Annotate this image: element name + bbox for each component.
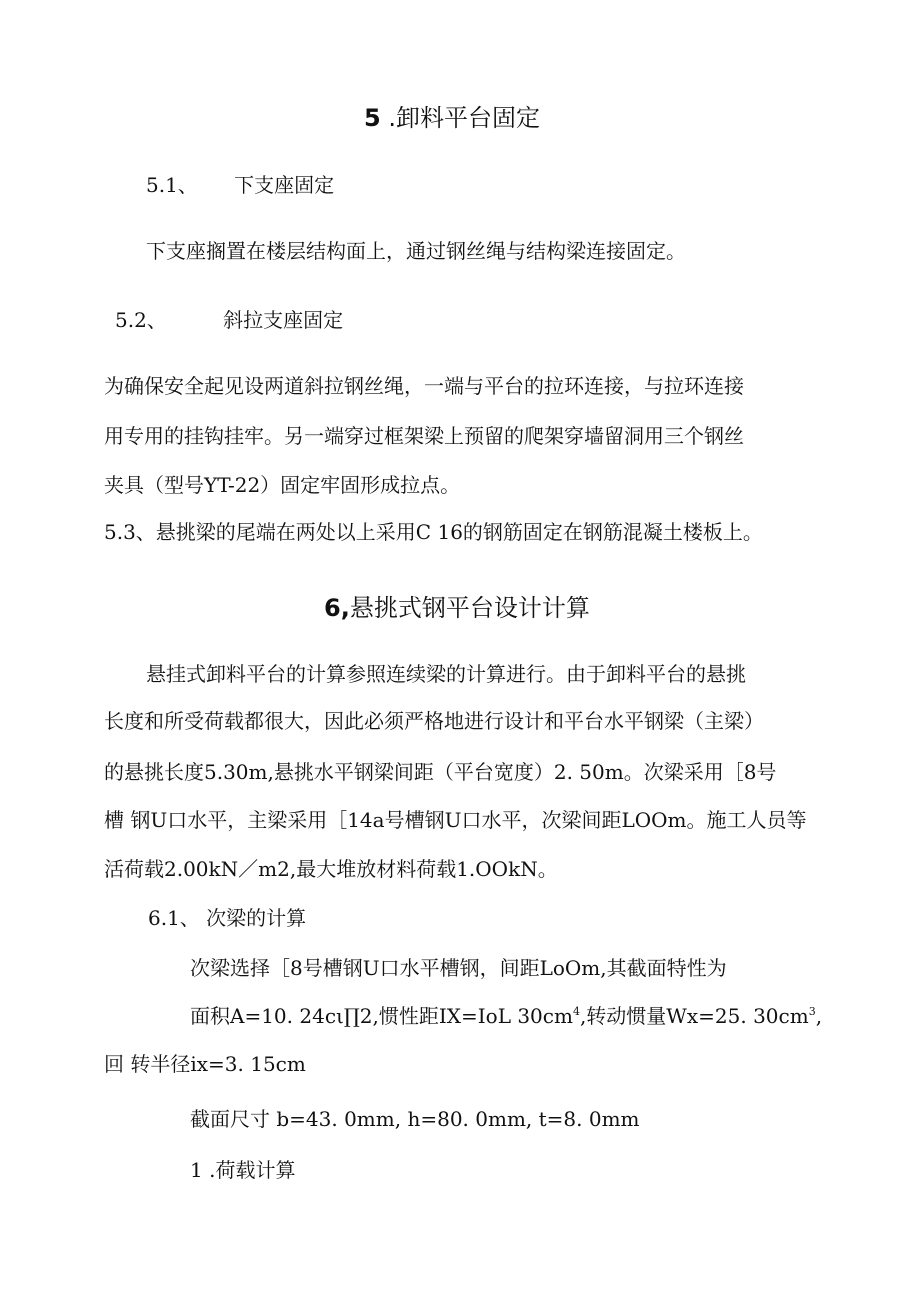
paragraph-5-3: 5.3、悬挑梁的尾端在两处以上采用C 16的钢筋固定在钢筋混凝土楼板上。	[104, 520, 763, 544]
paragraph-line: 活荷载2.00kN／m2,最大堆放材料荷载1.OOkN。	[104, 857, 558, 881]
properties-modulus: ,转动惯量Wx=25. 30cm	[579, 1004, 809, 1028]
superscript: 3	[808, 1005, 816, 1018]
section-properties-line	[190, 1002, 822, 1030]
paragraph-line: 槽 钢U口水平，主梁采用［14a号槽钢U口水平，次梁间距LOOm。施工人员等	[104, 808, 807, 832]
subsection-6-1-heading: 6.1、 次梁的计算	[148, 906, 307, 930]
paragraph-line: 为确保安全起见设两道斜拉钢丝绳，一端与平台的拉环连接，与拉环连接	[104, 374, 744, 398]
subsection-number: 5.1、	[146, 173, 198, 197]
section-6-heading	[324, 592, 590, 624]
section-dimensions-line: 截面尺寸 b=43. 0mm, h=80. 0mm, t=8. 0mm	[190, 1107, 640, 1131]
paragraph-line: 的悬挑长度5.30m,悬挑水平钢梁间距（平台宽度）2. 50m。次梁采用［8号	[104, 760, 777, 784]
paragraph-line: 回 转半径ix=3. 15cm	[104, 1052, 306, 1076]
properties-area-inertia: 面积A=10. 24cι∏2,惯性距IX=IoL 30cm	[190, 1004, 573, 1028]
load-calculation-heading: 1 .荷载计算	[190, 1158, 296, 1182]
paragraph-line: 次梁选择［8号槽钢U口水平槽钢，间距LoOm,其截面特性为	[190, 956, 727, 980]
paragraph-line: 夹具（型号YT-22）固定牢固形成拉点。	[104, 473, 461, 497]
subsection-5-1-heading	[146, 171, 334, 199]
section-6-title: 悬挑式钢平台设计计算	[349, 594, 590, 622]
subsection-number: 5.2、	[115, 308, 167, 332]
paragraph-line: 长度和所受荷载都很大，因此必须严格地进行设计和平台水平钢梁（主梁）	[104, 709, 764, 733]
section-5-heading	[364, 102, 540, 134]
section-5-number: 5	[364, 104, 381, 132]
subsection-title: 下支座固定	[234, 173, 335, 197]
subsection-5-2-heading	[115, 306, 343, 334]
section-6-number: 6,	[324, 594, 350, 622]
paragraph-line: 悬挂式卸料平台的计算参照连续梁的计算进行。由于卸料平台的悬挑	[146, 662, 746, 686]
paragraph-5-1: 下支座搁置在楼层结构面上，通过钢丝绳与结构梁连接固定。	[146, 239, 686, 263]
properties-end: ,	[815, 1004, 823, 1028]
paragraph-line: 用专用的挂钩挂牢。另一端穿过框架梁上预留的爬架穿墙留洞用三个钢丝	[104, 424, 744, 448]
superscript: 4	[572, 1005, 580, 1018]
subsection-title: 斜拉支座固定	[223, 308, 344, 332]
section-5-title: .卸料平台固定	[388, 104, 540, 132]
